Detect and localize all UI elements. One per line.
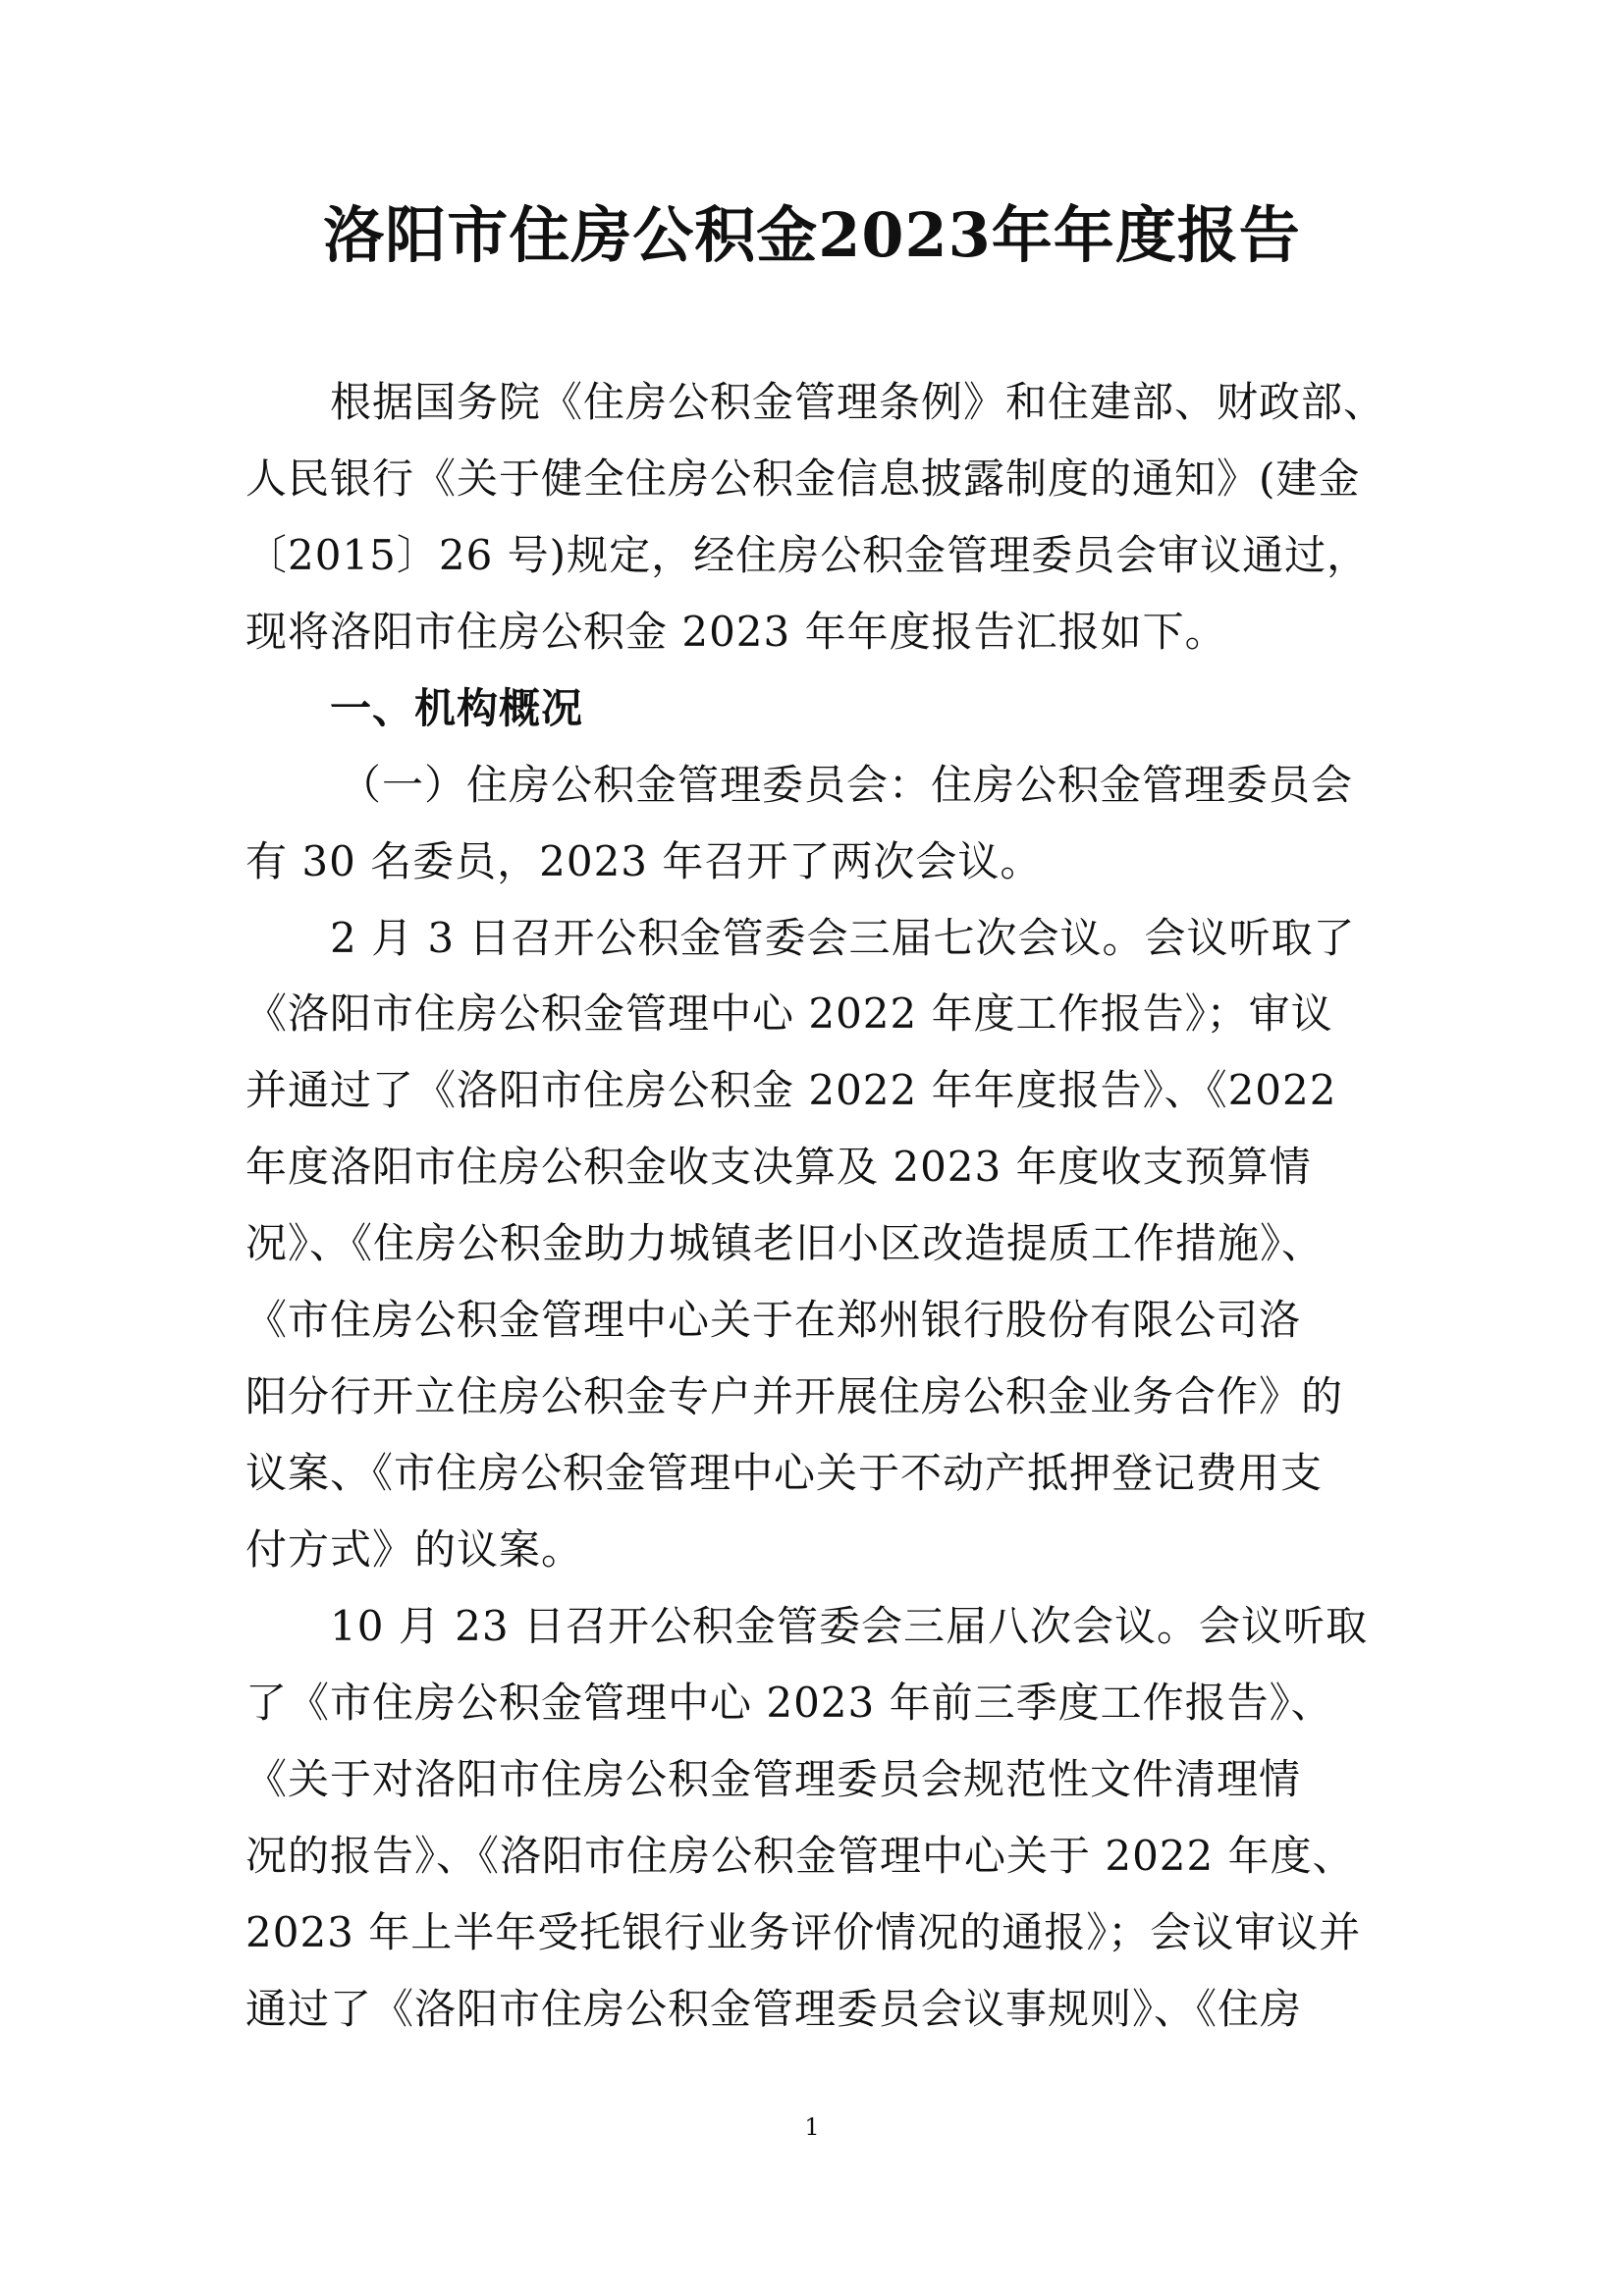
paragraph-line: 阳分行开立住房公积金专户并开展住房公积金业务合作》的: [245, 1372, 1344, 1420]
paragraph-line: 《市住房公积金管理中心关于在郑州银行股份有限公司洛: [245, 1296, 1302, 1344]
paragraph-line: 2 月 3 日召开公积金管委会三届七次会议。会议听取了: [330, 914, 1356, 962]
paragraph-line: 《关于对洛阳市住房公积金管理委员会规范性文件清理情: [245, 1755, 1302, 1803]
paragraph-line: （一）住房公积金管理委员会：住房公积金管理委员会: [340, 761, 1354, 809]
paragraph-line: 现将洛阳市住房公积金 2023 年年度报告汇报如下。: [245, 608, 1227, 656]
page-number: 1: [804, 2113, 820, 2141]
paragraph-line: 有 30 名委员，2023 年召开了两次会议。: [245, 837, 1043, 885]
paragraph-line: 10 月 23 日召开公积金管委会三届八次会议。会议听取: [330, 1602, 1368, 1650]
paragraph-line: 年度洛阳市住房公积金收支决算及 2023 年度收支预算情: [245, 1143, 1312, 1191]
paragraph-line: 况的报告》、《洛阳市住房公积金管理中心关于 2022 年度、: [245, 1832, 1355, 1880]
paragraph-line: 通过了《洛阳市住房公积金管理委员会议事规则》、《住房: [245, 1985, 1303, 2033]
document-title: 洛阳市住房公积金2023年年度报告: [323, 199, 1301, 271]
paragraph-line: 了《市住房公积金管理中心 2023 年前三季度工作报告》、: [245, 1679, 1333, 1727]
paragraph-line: 并通过了《洛阳市住房公积金 2022 年年度报告》、《2022: [245, 1066, 1337, 1114]
section-heading: 一、机构概况: [330, 684, 584, 732]
paragraph-line: 根据国务院《住房公积金管理条例》和住建部、财政部、: [330, 378, 1386, 426]
paragraph-line: 况》、《住房公积金助力城镇老旧小区改造提质工作措施》、: [245, 1219, 1325, 1267]
paragraph-line: 〔2015〕26 号)规定，经住房公积金管理委员会审议通过，: [245, 531, 1370, 579]
paragraph-line: 人民银行《关于健全住房公积金信息披露制度的通知》(建金: [245, 454, 1361, 503]
paragraph-line: 2023 年上半年受托银行业务评价情况的通报》；会议审议并: [245, 1908, 1362, 1956]
paragraph-line: 付方式》的议案。: [245, 1525, 584, 1574]
paragraph-line: 议案、《市住房公积金管理中心关于不动产抵押登记费用支: [245, 1449, 1324, 1497]
paragraph-line: 《洛阳市住房公积金管理中心 2022 年度工作报告》；审议: [245, 989, 1333, 1038]
